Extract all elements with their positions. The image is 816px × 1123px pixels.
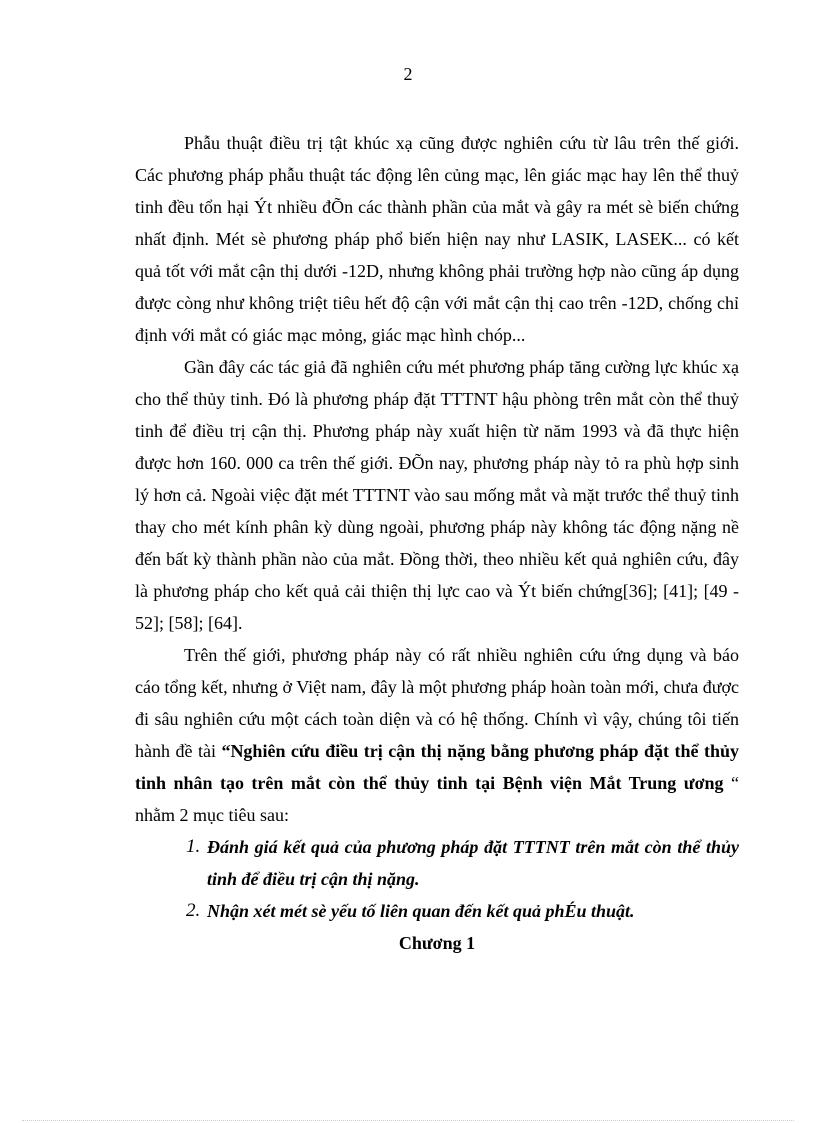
- page-number: 2: [403, 64, 413, 84]
- rationale-tail-text: “ nhằm 2 mục tiêu sau:: [135, 773, 739, 825]
- objective-item: [135, 895, 739, 927]
- objective-number: 2.: [186, 900, 201, 921]
- document-body: [135, 127, 739, 959]
- objective-text: Đánh giá kết quả của phương pháp đặt TTTNT trên mắt còn thể thủy tinh để điều trị cận thị nặng.: [207, 837, 739, 889]
- objective-number: 1.: [186, 836, 201, 857]
- objective-text: Nhận xét mét sè yếu tố liên quan đến kết quả phÉu thuật.: [207, 901, 635, 921]
- page-bottom-divider: [22, 1120, 794, 1121]
- paragraph-study-rationale: [135, 639, 739, 831]
- rationale-lead-text: Trên thế giới, phương pháp này có rất nhiều nghiên cứu ứng dụng và báo cáo tổng kết, nhưng ở Việt nam, đây là một phương pháp hoàn toàn mới, chưa được đi sâu nghiên cứu một cách toàn diện và có hệ thống. Chính vì vậy, chúng tôi tiến hành đề tài: [135, 645, 739, 761]
- paragraph-phakic-iol-method: Gần đây các tác giả đã nghiên cứu mét phương pháp tăng cường lực khúc xạ cho thể thủy tinh. Đó là phương pháp đặt TTTNT hậu phòng trên mắt còn thể thuỷ tinh để điều trị cận thị. Phương pháp này xuất hiện từ năm 1993 và đã thực hiện được hơn 160. 000 ca trên thế giới. ĐÕn nay, phương pháp này tỏ ra phù hợp sinh lý hơn cả. Ngoài việc đặt mét TTTNT vào sau mống mắt và mặt trước thể thuỷ tinh thay cho mét kính phân kỳ dùng ngoài, phương pháp này không tác động nặng nề đến bất kỳ thành phần nào của mắt. Đồng thời, theo nhiều kết quả nghiên cứu, đây là phương pháp cho kết quả cải thiện thị lực cao và Ýt biến chứng[36]; [41]; [49 - 52]; [58]; [64].: [135, 357, 739, 633]
- paragraph-refractive-surgery: Phẫu thuật điều trị tật khúc xạ cũng được nghiên cứu từ lâu trên thế giới. Các phương pháp phẫu thuật tác động lên củng mạc, lên giác mạc hay lên thể thuỷ tinh đều tổn hại Ýt nhiều đÕn các thành phần của mắt và gây ra mét sè biến chứng nhất định. Mét sè phương pháp phổ biến hiện nay như LASIK, LASEK... có kết quả tốt với mắt cận thị dưới -12D, nhưng không phải trường hợp nào cũng áp dụng được còng như không triệt tiêu hết độ cận với mắt cận thị cao trên -12D, chống chỉ định với mắt có giác mạc mỏng, giác mạc hình chóp...: [135, 133, 739, 345]
- objectives-list: [135, 831, 739, 927]
- study-title: “Nghiên cứu điều trị cận thị nặng bằng phương pháp đặt thể thủy tinh nhân tạo trên mắt còn thể thủy tinh tại Bệnh viện Mắt Trung ương: [135, 741, 739, 793]
- chapter-heading: Chương 1: [398, 933, 476, 953]
- objective-item: [135, 831, 739, 895]
